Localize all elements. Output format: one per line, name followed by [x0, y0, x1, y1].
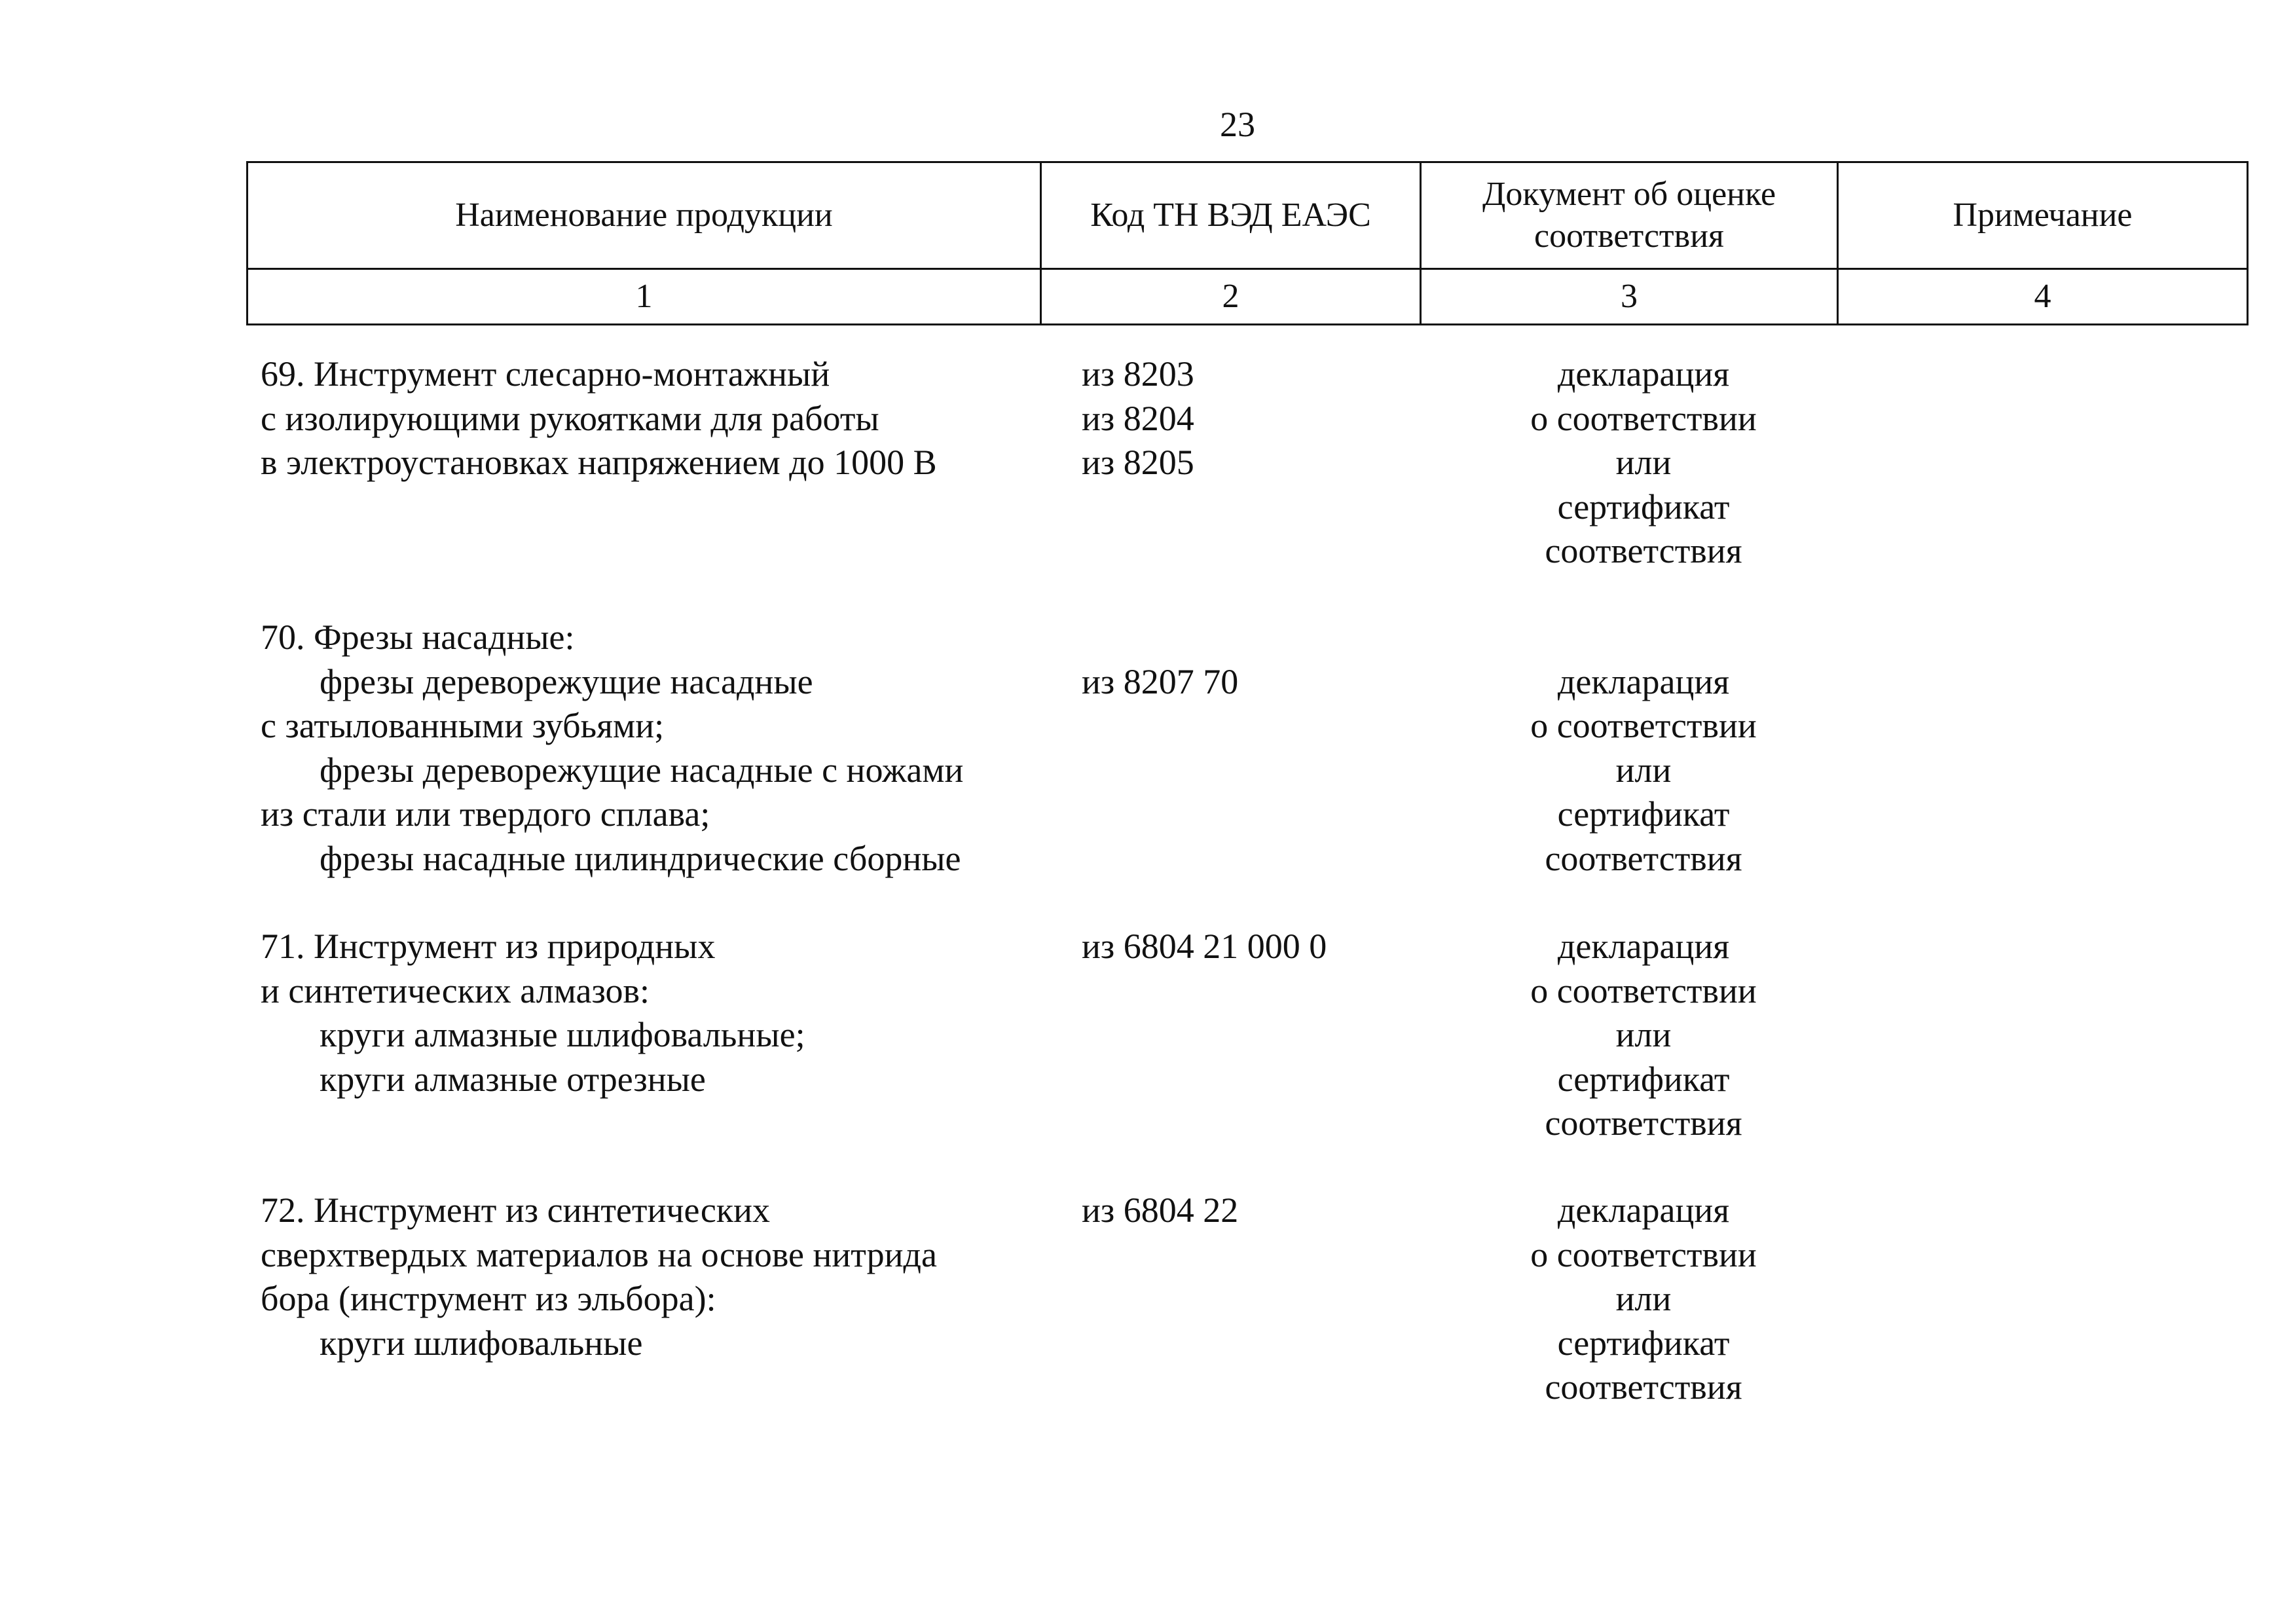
conformity-document-line: соответствия [1545, 838, 1742, 878]
tnved-code-line: из 8203 [1082, 354, 1194, 394]
header-titles-row [248, 162, 2248, 269]
product-name [261, 352, 1046, 485]
header-conformity-document-line1: Документ об оценке [1482, 175, 1776, 213]
conformity-document-line: декларация [1557, 1190, 1730, 1230]
conformity-document-line: сертификат [1557, 1059, 1730, 1099]
product-name-line: 72. Инструмент из синтетических [261, 1190, 770, 1230]
product-name [261, 616, 1046, 881]
header-conformity-document-line2: соответствия [1534, 217, 1724, 255]
product-name-line: бора (инструмент из эльбора): [261, 1279, 716, 1318]
product-name [261, 925, 1046, 1101]
conformity-document-line: или [1615, 1279, 1672, 1318]
header-number-3: 3 [1421, 269, 1838, 325]
header-product-name: Наименование продукции [248, 162, 1041, 269]
conformity-document-line: декларация [1557, 354, 1730, 394]
product-name-line: круги алмазные отрезные [320, 1059, 706, 1099]
product-name-line: с затылованными зубьями; [261, 706, 665, 745]
conformity-document-line: о соответствии [1530, 1234, 1757, 1274]
conformity-document [1457, 925, 1830, 1146]
product-name-line: круги шлифовальные [320, 1323, 643, 1363]
page-number: 23 [1220, 105, 1255, 144]
tnved-code [1082, 660, 1448, 705]
conformity-document-line: о соответствии [1530, 706, 1757, 745]
tnved-code [1082, 1189, 1448, 1233]
conformity-document-line: сертификат [1557, 1323, 1730, 1363]
product-name-line: круги алмазные шлифовальные; [320, 1015, 805, 1054]
tnved-code [1082, 925, 1448, 969]
header-note: Примечание [1838, 162, 2248, 269]
product-name-line: 71. Инструмент из природных [261, 927, 716, 966]
header-conformity-document [1421, 162, 1838, 269]
product-name-line: 69. Инструмент слесарно-монтажный [261, 354, 830, 394]
conformity-document-line: сертификат [1557, 487, 1730, 526]
conformity-document-line: соответствия [1545, 1367, 1742, 1407]
product-name-line: фрезы дереворежущие насадные с ножами [320, 750, 964, 790]
conformity-document [1457, 1189, 1830, 1410]
header-tnved-code: Код ТН ВЭД ЕАЭС [1041, 162, 1421, 269]
tnved-code-line: из 6804 22 [1082, 1190, 1239, 1230]
product-name-line: в электроустановках напряжением до 1000 В [261, 443, 937, 482]
conformity-document-line: сертификат [1557, 794, 1730, 834]
conformity-document-line: или [1615, 750, 1672, 790]
tnved-code-line: из 8207 70 [1082, 661, 1239, 701]
tnved-code-line: из 8205 [1082, 443, 1194, 482]
header-number-4: 4 [1838, 269, 2248, 325]
tnved-code-line: из 6804 21 000 0 [1082, 927, 1327, 966]
product-name-line: фрезы дереворежущие насадные [320, 661, 813, 701]
conformity-document-line: декларация [1557, 661, 1730, 701]
product-name-line: из стали или твердого сплава; [261, 794, 710, 834]
table-header [246, 161, 2249, 325]
product-name-line: фрезы насадные цилиндрические сборные [320, 838, 961, 878]
conformity-document-line: декларация [1557, 927, 1730, 966]
conformity-document [1457, 352, 1830, 574]
header-numbers-row [248, 269, 2248, 325]
conformity-document [1457, 660, 1830, 881]
tnved-code [1082, 352, 1448, 485]
product-name-line: с изолирующими рукоятками для работы [261, 398, 879, 438]
product-name-line: 70. Фрезы насадные: [261, 618, 575, 657]
header-number-2: 2 [1041, 269, 1421, 325]
conformity-document-line: о соответствии [1530, 398, 1757, 438]
product-name [261, 1189, 1046, 1365]
conformity-document-line: соответствия [1545, 531, 1742, 570]
conformity-document-line: или [1615, 443, 1672, 482]
product-name-line: и синтетических алмазов: [261, 970, 650, 1010]
header-number-1: 1 [248, 269, 1041, 325]
tnved-code-line: из 8204 [1082, 398, 1194, 438]
conformity-document-line: или [1615, 1015, 1672, 1054]
conformity-document-line: соответствия [1545, 1103, 1742, 1143]
conformity-document-line: о соответствии [1530, 970, 1757, 1010]
product-name-line: сверхтвердых материалов на основе нитрида [261, 1234, 937, 1274]
